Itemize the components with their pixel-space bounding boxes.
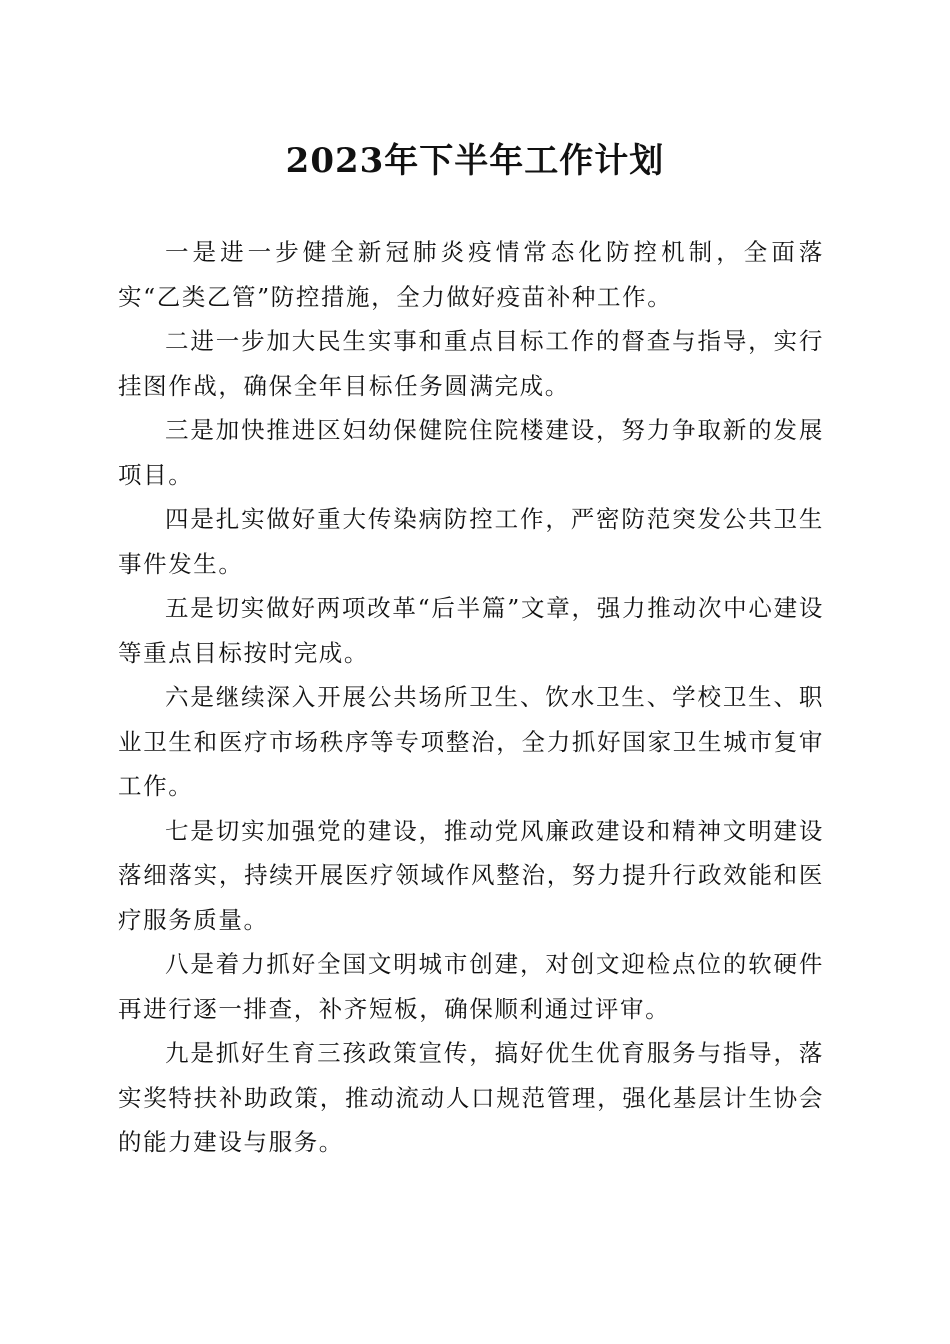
plan-item-4: 四是扎实做好重大传染病防控工作，严密防范突发公共卫生事件发生。: [118, 505, 824, 578]
document-title: 2023年下半年工作计划: [285, 141, 665, 181]
document-body: [118, 230, 824, 1165]
plan-item-7: 七是切实加强党的建设，推动党风廉政建设和精神文明建设落细落实，持续开展医疗领域作风整治，努力提升行政效能和医疗服务质量。: [118, 816, 824, 934]
plan-item-2: 二进一步加大民生实事和重点目标工作的督查与指导，实行挂图作战，确保全年目标任务圆满完成。: [118, 327, 824, 400]
plan-item-6: 六是继续深入开展公共场所卫生、饮水卫生、学校卫生、职业卫生和医疗市场秩序等专项整治，全力抓好国家卫生城市复审工作。: [118, 683, 824, 800]
plan-item-9: 九是抓好生育三孩政策宣传，搞好优生优育服务与指导，落实奖特扶补助政策，推动流动人口规范管理，强化基层计生协会的能力建设与服务。: [118, 1039, 824, 1156]
plan-item-5: 五是切实做好两项改革“后半篇”文章，强力推动次中心建设等重点目标按时完成。: [118, 594, 824, 667]
plan-item-3: 三是加快推进区妇幼保健院住院楼建设，努力争取新的发展项目。: [118, 416, 824, 489]
plan-item-8: 八是着力抓好全国文明城市创建，对创文迎检点位的软硬件再进行逐一排查，补齐短板，确保顺利通过评审。: [118, 950, 824, 1023]
plan-item-1: 一是进一步健全新冠肺炎疫情常态化防控机制，全面落实“乙类乙管”防控措施，全力做好疫苗补种工作。: [118, 238, 824, 311]
